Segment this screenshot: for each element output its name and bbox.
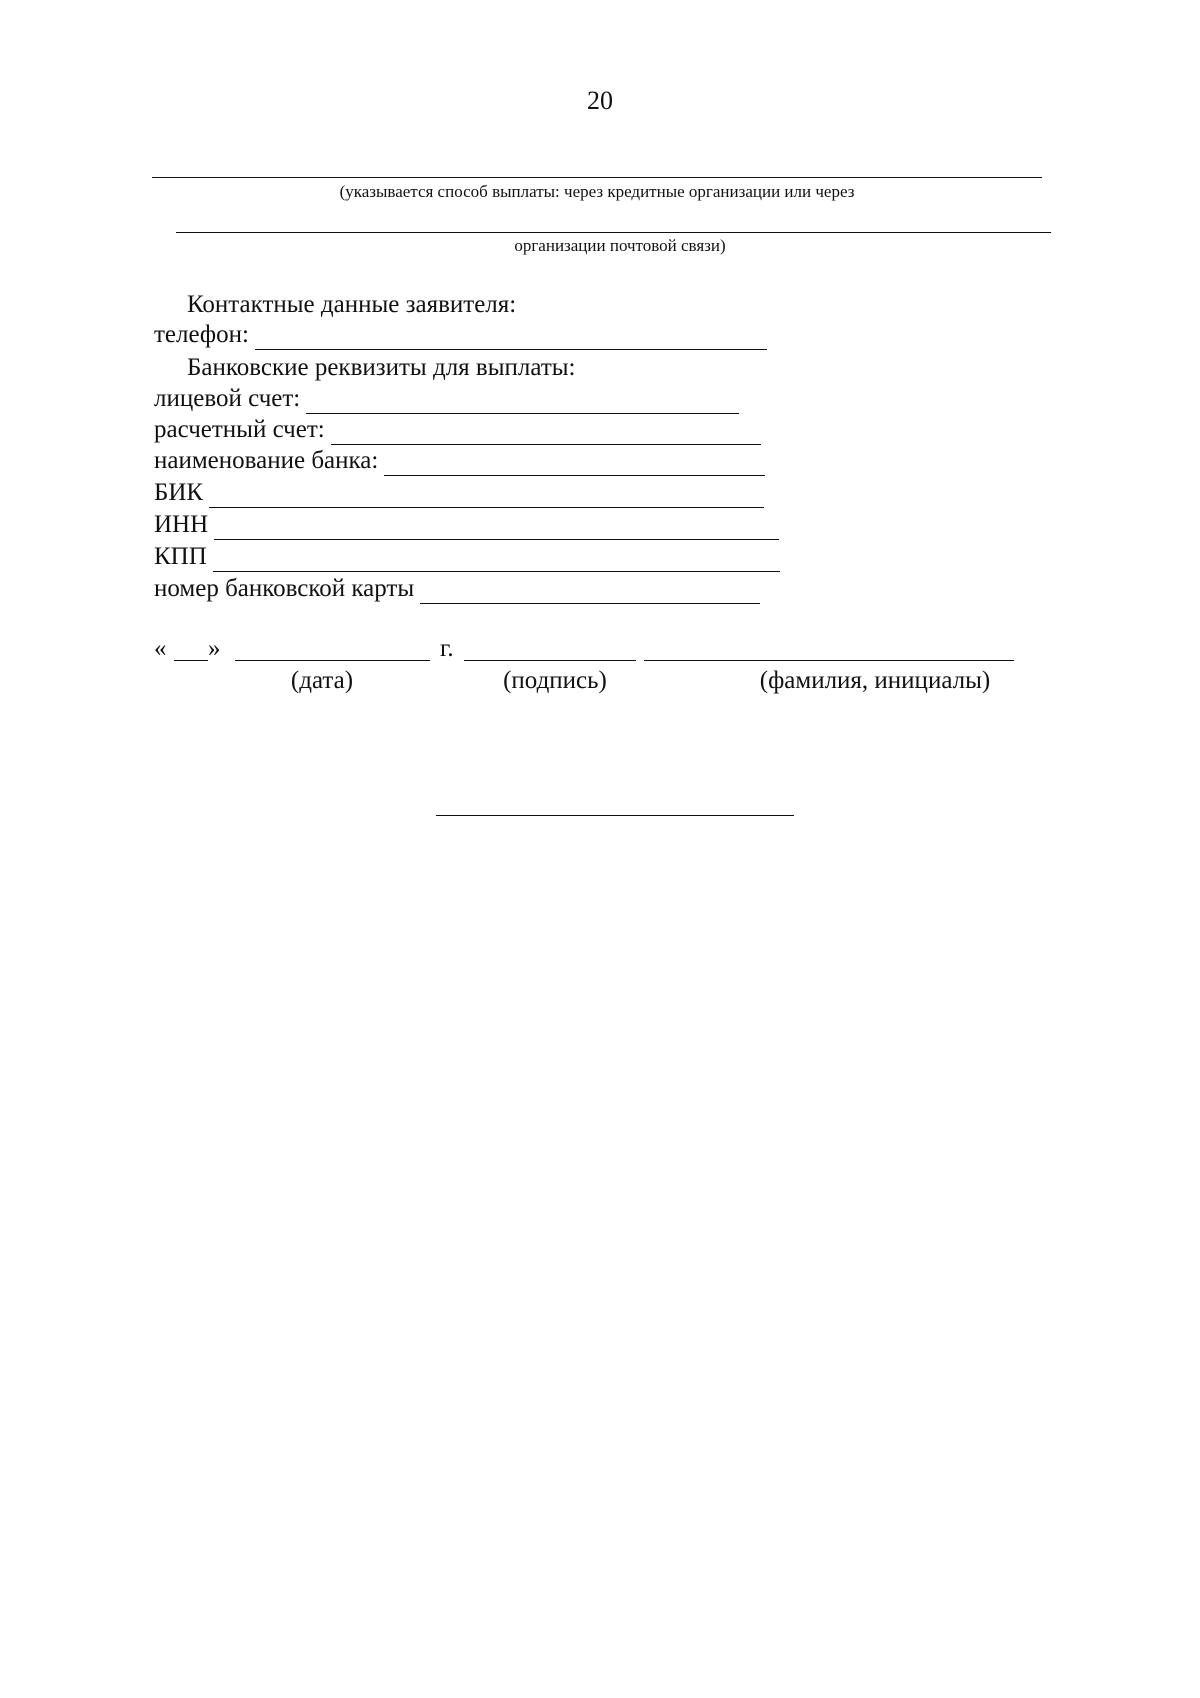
page-number: 20 (587, 86, 613, 115)
contact-heading: Контактные данные заявителя: (187, 291, 517, 318)
inn-row (154, 510, 779, 540)
settlement-account-label: расчетный счет: (154, 416, 325, 443)
payment-method-line-1[interactable] (152, 177, 1042, 178)
personal-account-label: лицевой счет: (154, 385, 301, 412)
bik-row (154, 478, 764, 508)
bank-name-label: наименование банка: (154, 447, 379, 474)
payment-method-caption-1: (указывается способ выплаты: через кредитные организации или через (339, 182, 855, 201)
inn-field[interactable] (214, 517, 779, 540)
signature-caption: (подпись) (503, 667, 607, 694)
kpp-row (154, 542, 780, 572)
bik-field[interactable] (209, 485, 764, 508)
card-number-field[interactable] (420, 581, 760, 604)
card-number-label: номер банковской карты (154, 575, 415, 602)
phone-row (154, 320, 767, 350)
date-caption: (дата) (290, 667, 354, 694)
card-number-row (154, 574, 760, 604)
phone-label: телефон: (154, 321, 249, 348)
date-open-quote: « (154, 635, 167, 662)
bank-heading: Банковские реквизиты для выплаты: (187, 354, 576, 381)
personal-account-row (154, 384, 739, 414)
bik-label: БИК (154, 479, 204, 506)
kpp-field[interactable] (213, 549, 780, 572)
payment-method-line-2[interactable] (176, 232, 1051, 233)
end-separator (436, 815, 794, 816)
settlement-account-field[interactable] (331, 422, 761, 445)
inn-label: ИНН (154, 511, 209, 538)
kpp-label: КПП (154, 543, 207, 570)
day-field[interactable] (174, 660, 208, 661)
name-caption: (фамилия, инициалы) (759, 667, 991, 694)
month-field[interactable] (235, 660, 430, 661)
name-field[interactable] (644, 660, 1014, 661)
personal-account-field[interactable] (306, 391, 739, 414)
signature-field[interactable] (464, 660, 636, 661)
phone-field[interactable] (255, 327, 767, 350)
bank-name-row (154, 446, 765, 476)
bank-name-field[interactable] (384, 453, 765, 476)
payment-method-caption-2: организации почтовой связи) (514, 236, 726, 255)
settlement-account-row (154, 415, 761, 445)
date-close-quote: » (208, 635, 221, 662)
year-suffix: г. (440, 635, 454, 662)
